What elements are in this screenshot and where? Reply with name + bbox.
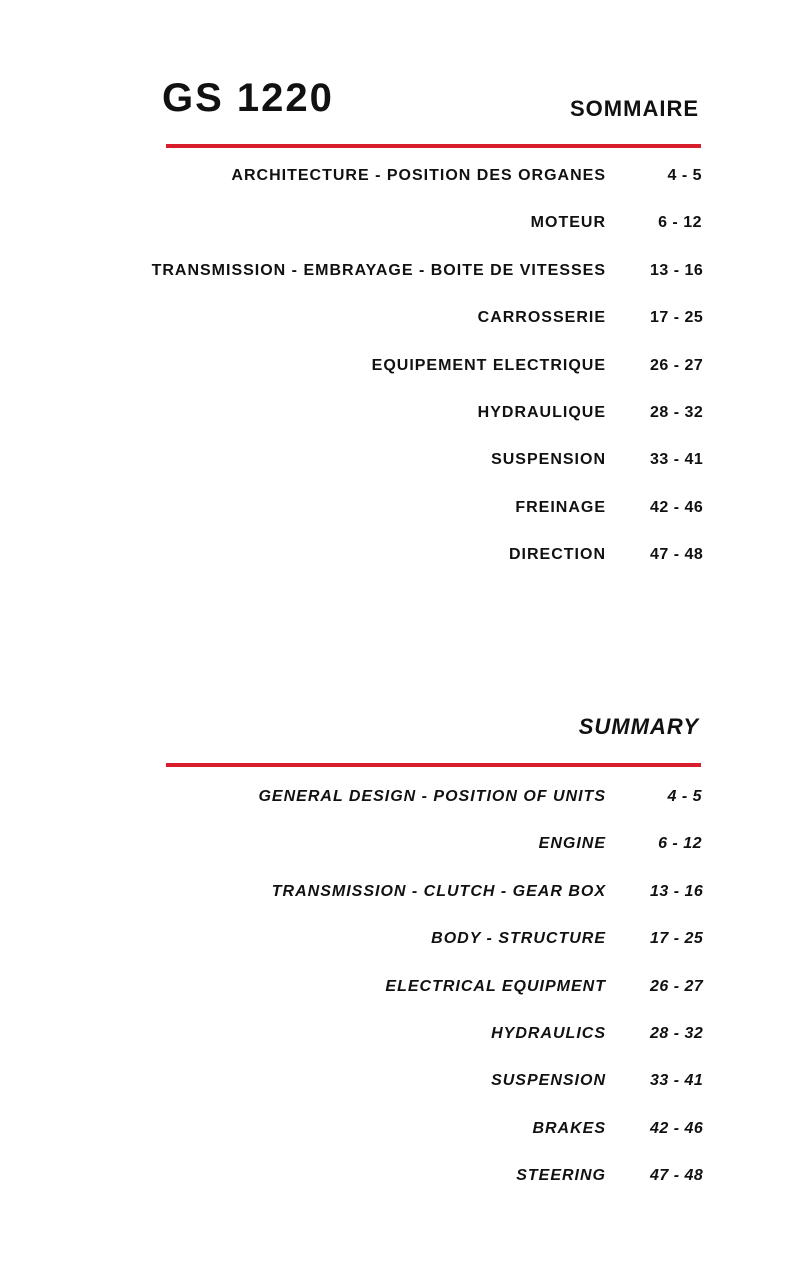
toc-label: HYDRAULIQUE [477,403,606,421]
toc-row[interactable] [150,1072,702,1119]
toc-row[interactable] [150,835,702,882]
toc-row[interactable] [150,451,702,498]
sommaire-divider [166,144,701,148]
toc-pages: 17 - 25 [650,309,704,327]
toc-label: TRANSMISSION - EMBRAYAGE - BOITE DE VITESSES [151,261,606,279]
toc-row[interactable] [150,930,702,977]
toc-pages: 13 - 16 [650,882,704,900]
toc-pages: 4 - 5 [667,788,702,805]
toc-label: MOTEUR [530,214,606,232]
toc-pages: 28 - 32 [650,403,704,421]
toc-pages: 6 - 12 [658,214,702,232]
toc-pages: 4 - 5 [667,167,702,184]
toc-row[interactable] [150,883,702,930]
toc-label: BRAKES [532,1119,606,1137]
toc-pages: 13 - 16 [650,261,704,279]
summary-toc [150,788,702,1215]
toc-label: SUSPENSION [491,1072,606,1090]
toc-row[interactable] [150,214,702,261]
toc-label: DIRECTION [509,546,606,564]
toc-pages: 33 - 41 [650,1072,704,1090]
toc-row[interactable] [150,546,702,593]
toc-row[interactable] [150,167,702,214]
toc-row[interactable] [150,499,702,546]
toc-label: HYDRAULICS [491,1024,606,1042]
summary-divider [166,763,701,767]
toc-pages: 28 - 32 [650,1024,704,1042]
toc-pages: 42 - 46 [650,1119,704,1137]
sommaire-title: SOMMAIRE [570,96,699,121]
toc-row[interactable] [150,1120,702,1167]
toc-row[interactable] [150,357,702,404]
toc-label: BODY - STRUCTURE [431,930,606,948]
toc-row[interactable] [150,1025,702,1072]
toc-pages: 26 - 27 [650,977,704,995]
toc-label: TRANSMISSION - CLUTCH - GEAR BOX [271,882,606,900]
toc-row[interactable] [150,978,702,1025]
toc-label: ELECTRICAL EQUIPMENT [385,977,606,995]
toc-label: ARCHITECTURE - POSITION DES ORGANES [231,167,606,184]
summary-title: SUMMARY [578,714,699,739]
toc-pages: 42 - 46 [650,498,704,516]
toc-label: SUSPENSION [491,451,606,469]
toc-row[interactable] [150,309,702,356]
toc-label: CARROSSERIE [477,309,606,327]
toc-label: FREINAGE [515,498,606,516]
toc-label: EQUIPEMENT ELECTRIQUE [371,356,606,374]
toc-row[interactable] [150,262,702,309]
toc-pages: 33 - 41 [650,451,704,469]
toc-pages: 17 - 25 [650,930,704,948]
toc-label: ENGINE [538,835,606,853]
toc-row[interactable] [150,404,702,451]
toc-label: GENERAL DESIGN - POSITION OF UNITS [258,788,606,805]
toc-pages: 47 - 48 [650,546,704,564]
toc-pages: 6 - 12 [658,835,702,853]
toc-label: STEERING [516,1167,606,1185]
sommaire-toc [150,167,702,594]
toc-row[interactable] [150,1167,702,1214]
toc-pages: 47 - 48 [650,1167,704,1185]
toc-row[interactable] [150,788,702,835]
model-title: GS 1220 [162,76,334,120]
toc-pages: 26 - 27 [650,356,704,374]
